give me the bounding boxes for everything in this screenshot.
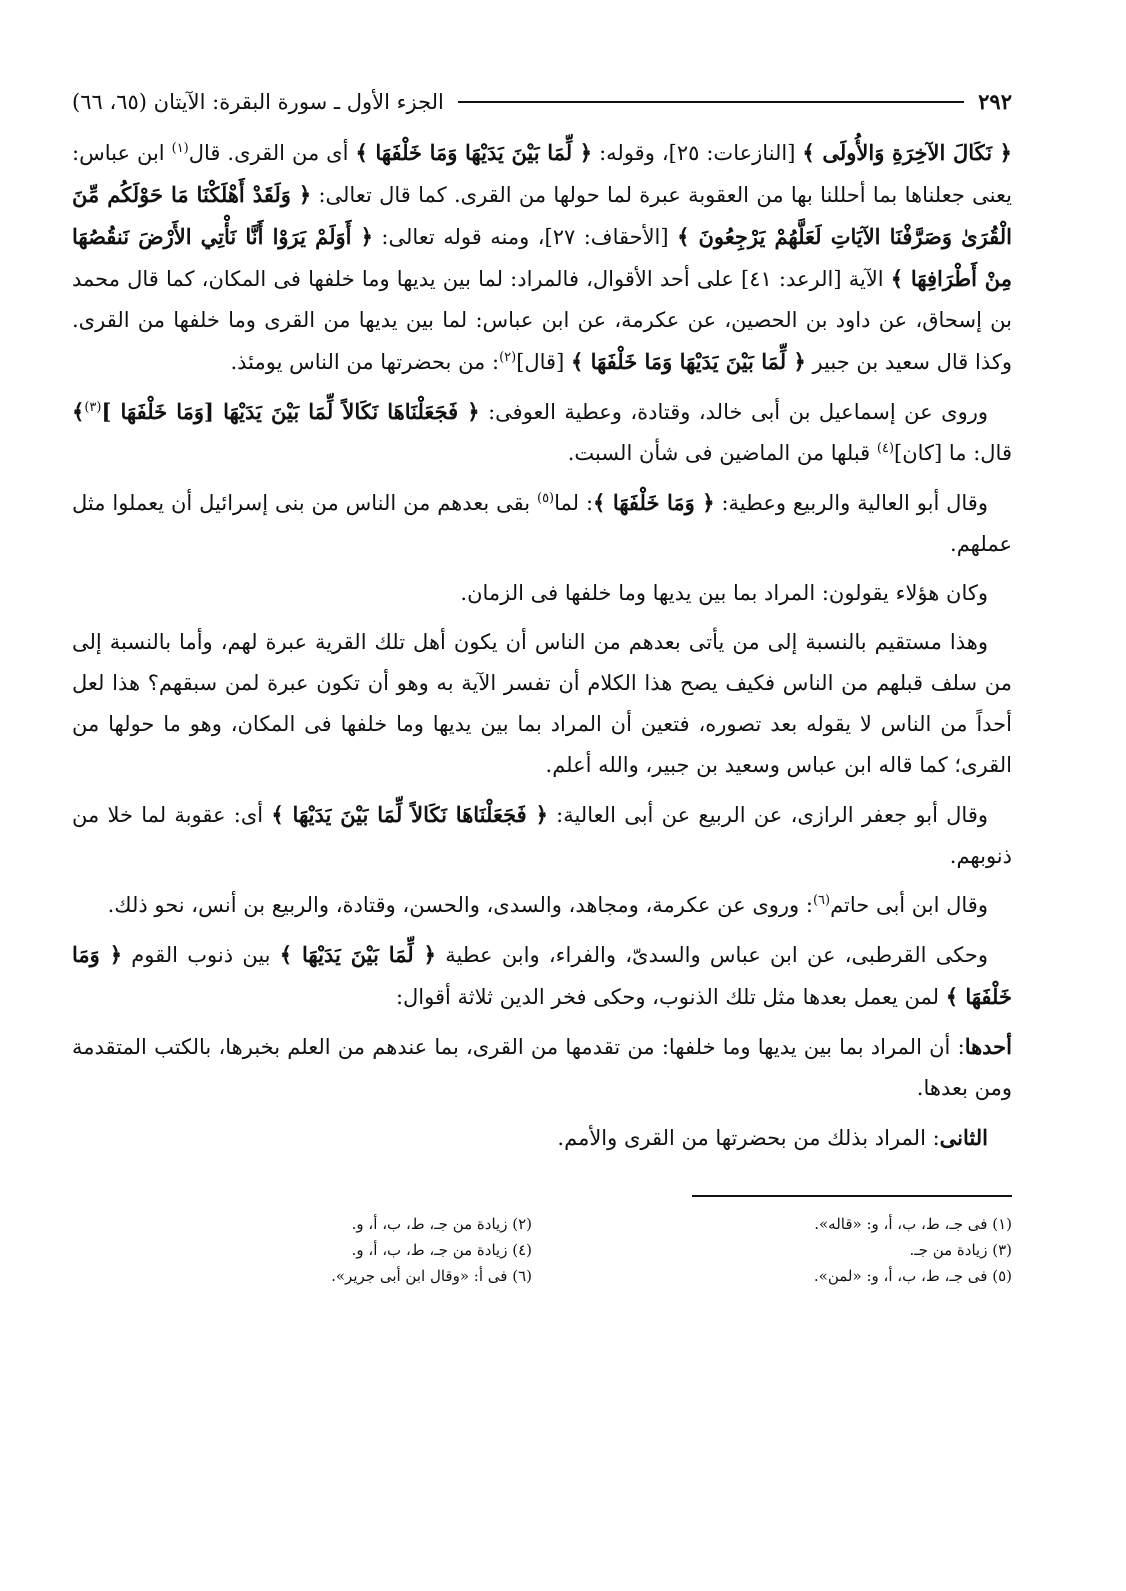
paragraph (72, 934, 1012, 1018)
footnote: (١) فى جـ، ط، ب، أ، و: «قاله». (814, 1215, 1012, 1233)
footnote-ref: (٥) (536, 491, 555, 506)
text-run: [قال] (516, 350, 571, 374)
text-run: : وروى عن عكرمة، ومجاهد، والسدى، والحسن، وقتادة، والربيع بن أنس، نحو ذلك. (107, 893, 813, 917)
running-title: الجزء الأول ـ سورة البقرة: الآيتان (٦٥، ٦٦) (72, 90, 444, 114)
text-run: وكان هؤلاء يقولون: المراد بما بين يديها وما خلفها فى الزمان. (460, 581, 988, 605)
quran-quote: ﴿ لِّمَا بَيْنَ يَدَيْهَا ﴾ (279, 942, 436, 967)
footnote-ref: (٦) (812, 893, 831, 908)
text-run: [النازعات: ٢٥]، وقوله: (592, 141, 803, 165)
footnote: (٢) زيادة من جـ، ط، ب، أ، و. (351, 1215, 532, 1233)
paragraph (72, 1117, 1012, 1159)
paragraph (72, 573, 1012, 614)
paragraph (72, 622, 1012, 786)
quran-quote: ﴾ (72, 399, 85, 424)
quran-quote: ﴿ وَلَقَدْ أَهْلَكْنَا مَا حَوْلَكُم مِّنَ الْقُرَىٰ وَصَرَّفْنَا الآيَاتِ لَعَلَّهُمْ يَرْجِعُونَ ﴾ (72, 182, 1012, 249)
text-run: : المراد بذلك من بحضرتها من القرى والأمم. (557, 1126, 940, 1150)
footnotes (72, 1211, 1012, 1289)
quran-quote: ﴿ فَجَعَلْنَاهَا نَكَالاً لِّمَا بَيْنَ يَدَيْهَا [وَمَا خَلْفَهَا ] (101, 399, 480, 424)
footnote: (٤) زيادة من جـ، ط، ب، أ، و. (351, 1241, 532, 1259)
text-run: بقى بعدهم من الناس من بنى إسرائيل أن يعملوا مثل عملهم. (72, 491, 1012, 556)
bold-term: الثانى (939, 1125, 988, 1150)
footnote: (٣) زيادة من جـ. (909, 1241, 1012, 1259)
paragraph (72, 1026, 1012, 1109)
footnote-ref: (٣) (84, 400, 102, 415)
footnote-ref: (٤) (876, 441, 895, 456)
text-run: قال: ما [كان] (894, 441, 1012, 465)
footnote-separator (692, 1195, 1012, 1197)
paragraph (72, 794, 1012, 877)
text-run: : من بحضرتها من الناس يومئذ. (230, 350, 500, 374)
text-run: : أن المراد بما بين يديها وما خلفها: من تقدمها من القرى، بما عندهم من العلم بخبرها، بالكتب المتقدمة ومن بعدها. (72, 1035, 1012, 1100)
text-run: وحكى القرطبى، عن ابن عباس والسدىّ، والفراء، وابن عطية (435, 943, 989, 967)
text-run: وهذا مستقيم بالنسبة إلى من يأتى بعدهم من الناس أن يكون أهل تلك القرية عبرة لهم، وأما بالنسبة إلى من سلف قبلهم من الناس فكيف يصح هذا الكلام أن تفسر الآية به وهو أن تكون عبرة لمن سبقهم؟ هذا لعل أحداً من الناس لا يقوله بعد تصوره، فتعين أن المراد بما بين يديها وما خلفها فى المكان، وهو ما حولها من القرى؛ كما قاله ابن عباس وسعيد بن جبير، والله أعلم. (72, 630, 1012, 777)
text-run: وقال ابن أبى حاتم (830, 893, 988, 917)
paragraph (72, 885, 1012, 926)
text-run: الآية [الرعد: ٤١] على أحد الأقوال، فالمراد: لما بين يديها وما خلفها فى المكان، كما قال محمد بن إسحاق، عن داود بن الحصين، عن عكرمة، عن ابن عباس: لما بين يديها من القرى وما خلفها من القرى. وكذا قال سعيد بن جبير (72, 267, 1012, 374)
quran-quote: ﴿ وَمَا خَلْفَهَا ﴾ (72, 942, 1012, 1009)
text-run: لمن يعمل بعدها مثل تلك الذنوب، وحكى فخر الدين ثلاثة أقوال: (395, 985, 946, 1009)
text-run: وروى عن إسماعيل بن أبى خالد، وقتادة، وعطية العوفى: (479, 400, 988, 424)
text-run: وقال أبو جعفر الرازى، عن الربيع عن أبى العالية: (547, 803, 989, 827)
footnote: (٥) فى جـ، ط، ب، أ، و: «لمن». (813, 1267, 1012, 1285)
text-run: أى: عقوبة لما خلا من ذنوبهم. (72, 803, 1012, 868)
text-run: قبلها من الماضين فى شأن السبت. (567, 441, 877, 465)
quran-quote: ﴿ فَجَعَلْنَاهَا نَكَالاً لِّمَا بَيْنَ يَدَيْهَا ﴾ (271, 802, 548, 827)
paragraph (72, 132, 1012, 383)
footnote-ref: (٢) (499, 350, 517, 365)
footnote: (٦) فى أ: «وقال ابن أبى جرير». (331, 1267, 532, 1285)
text-run: ابن عباس: يعنى جعلناها بما أحللنا بها من العقوبة عبرة لما حولها من القرى. كما قال تعالى: (72, 141, 1012, 207)
text-run: وقال أبو العالية والربيع وعطية: (714, 491, 988, 515)
main-text (72, 132, 1012, 1159)
paragraph (72, 391, 1012, 474)
paragraph (72, 482, 1012, 565)
text-run: : لما (554, 491, 594, 515)
quran-quote: ﴿ أَوَلَمْ يَرَوْا أَنَّا نَأْتِي الأَرْضَ نَنقُصُهَا مِنْ أَطْرَافِهَا ﴾ (72, 224, 1013, 291)
quran-quote: ﴿ لِّمَا بَيْنَ يَدَيْهَا وَمَا خَلْفَهَا ﴾ (355, 140, 593, 165)
quran-quote: ﴿ وَمَا خَلْفَهَا ﴾ (593, 490, 715, 515)
running-header (72, 86, 1012, 118)
text-run: بين ذنوب القوم (122, 943, 280, 967)
bold-term: أحدها (964, 1034, 1012, 1059)
text-run: أى من القرى. قال (188, 141, 356, 165)
header-rule (458, 101, 964, 103)
quran-quote: ﴿ لِّمَا بَيْنَ يَدَيْهَا وَمَا خَلْفَهَا ﴾ (570, 349, 806, 374)
book-page (72, 86, 1012, 1546)
page-number: ٢٩٢ (978, 89, 1012, 114)
quran-quote: ﴿ نَكَالَ الآخِرَةِ وَالأُولَى ﴾ (802, 140, 1012, 165)
footnote-ref: (١) (171, 141, 189, 156)
text-run: [الأحقاف: ٢٧]، ومنه قوله تعالى: (372, 225, 678, 249)
